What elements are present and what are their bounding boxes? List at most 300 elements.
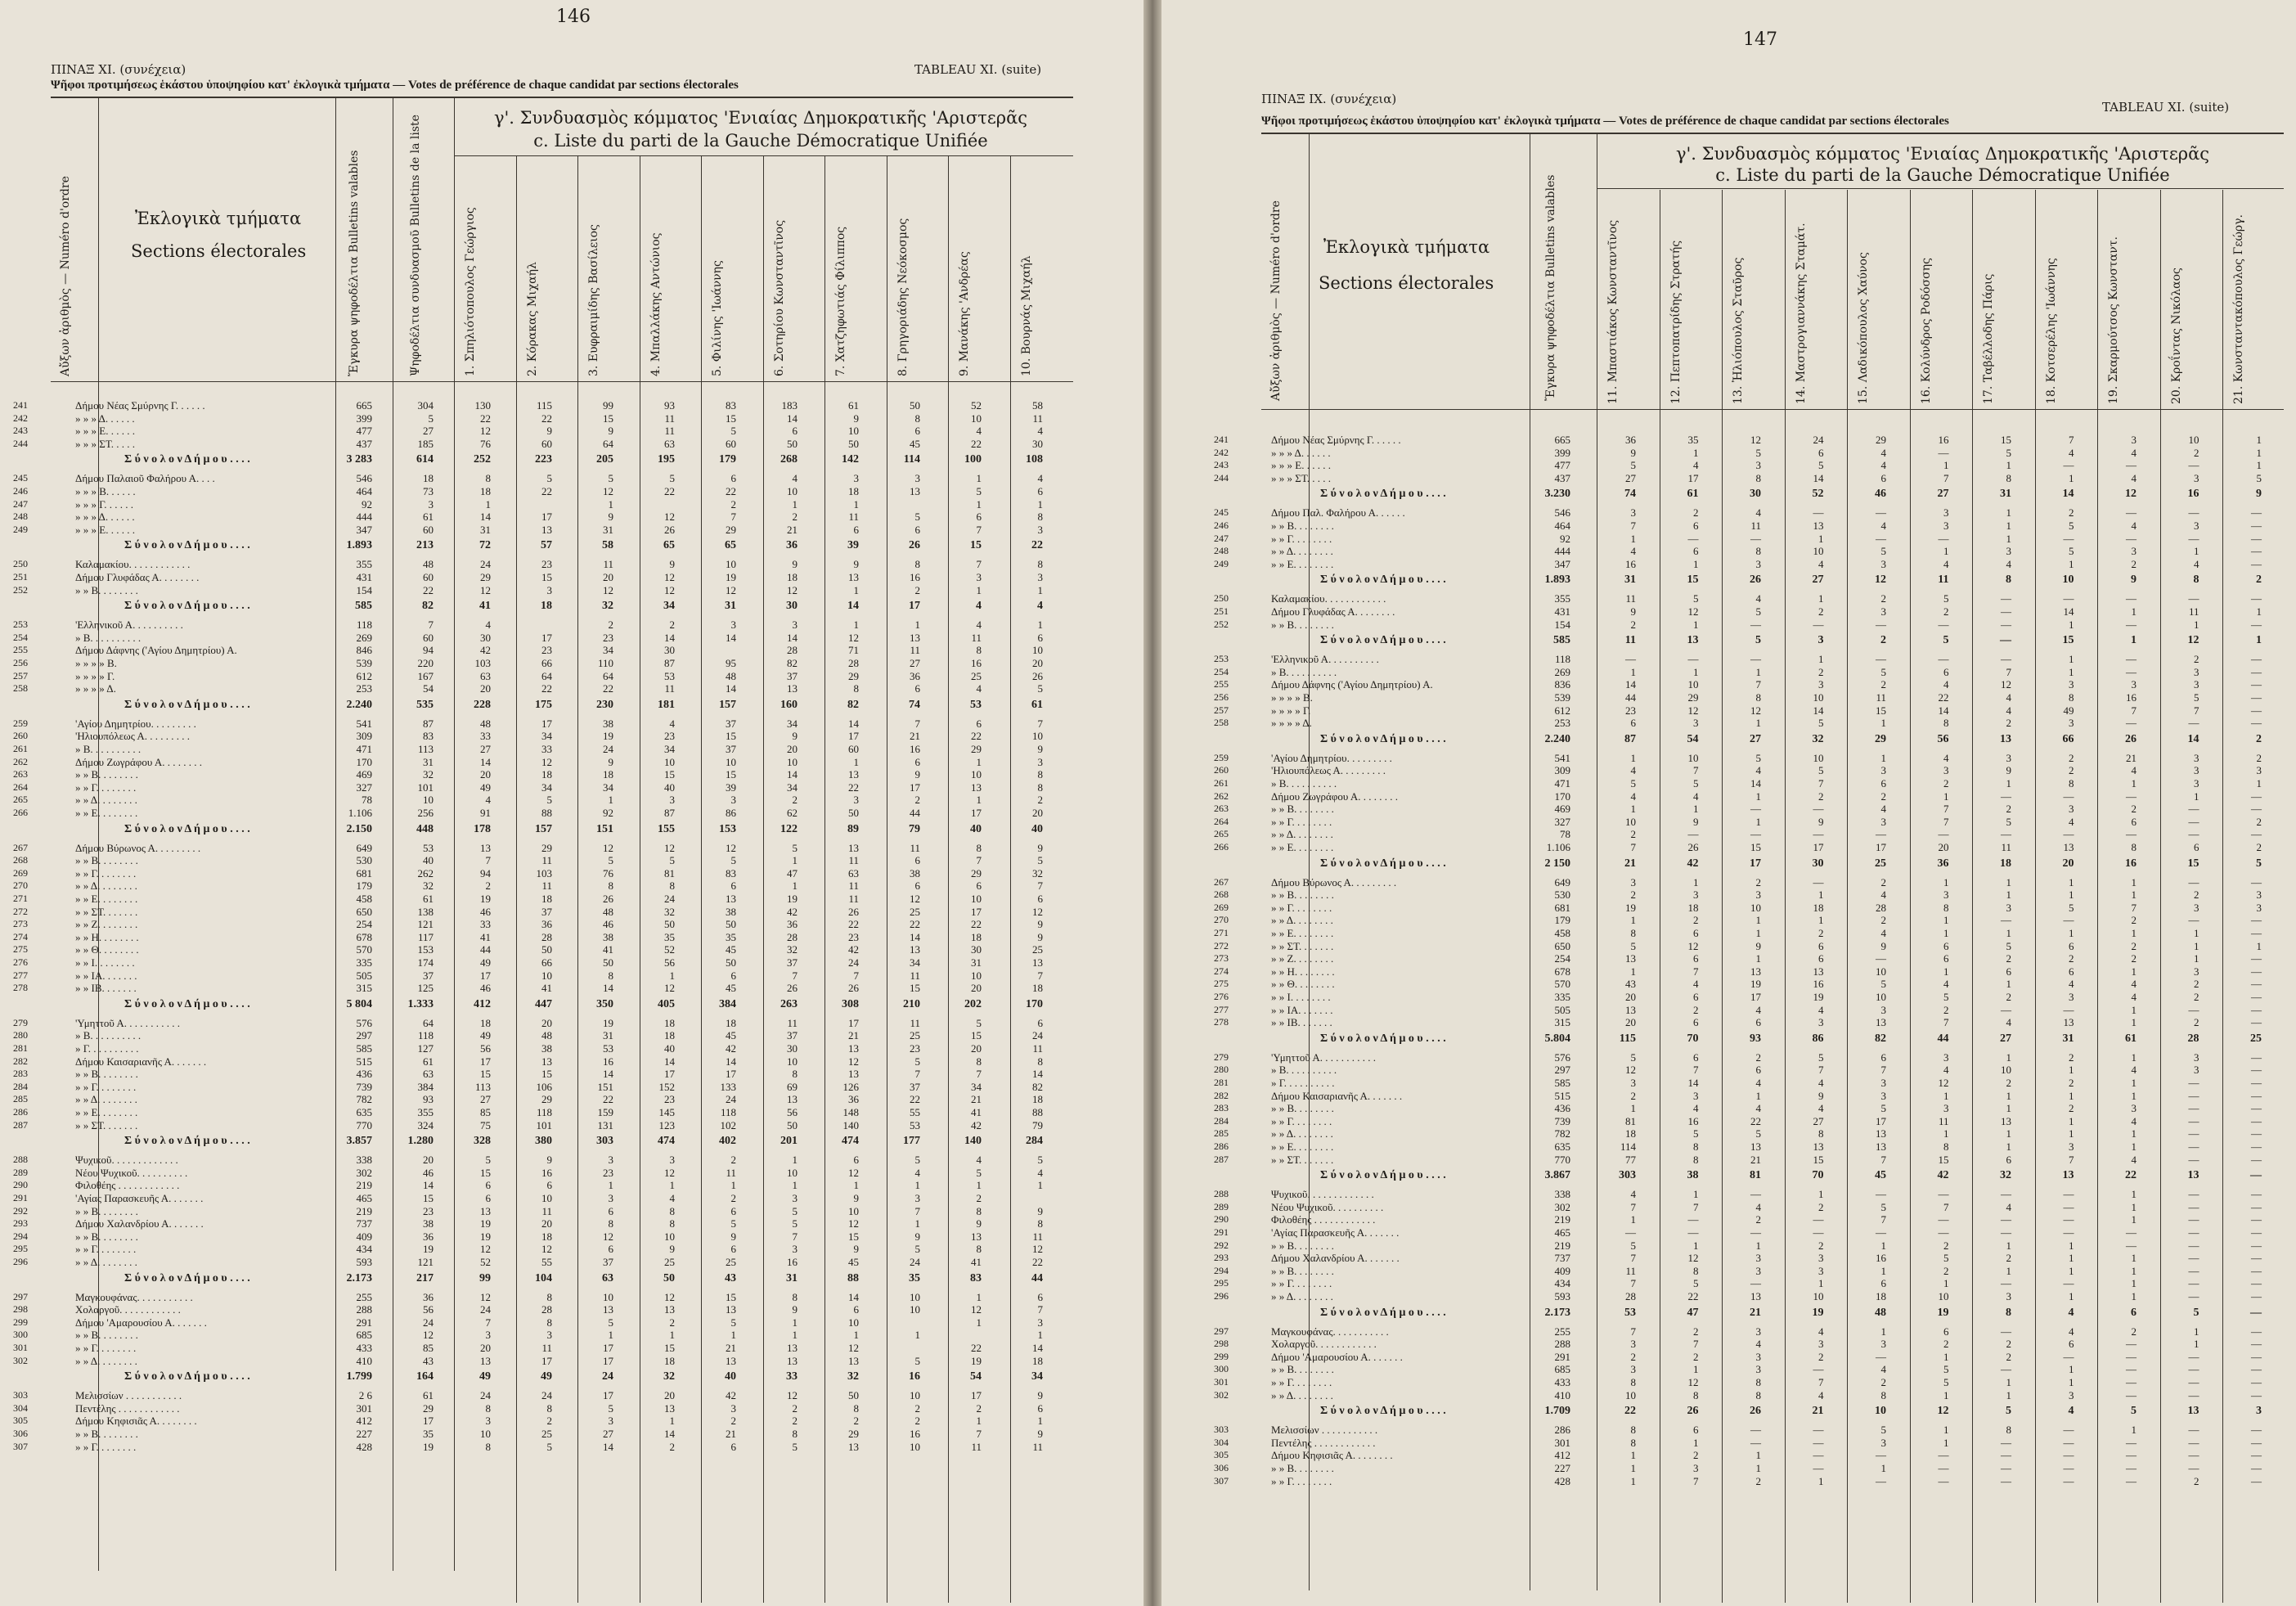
section-name: » » » » Δ.: [75, 682, 116, 695]
section-name: Δήμου Ζωγράφου Α. . . . . . . .: [75, 755, 202, 768]
cell-value: 5: [914, 1154, 920, 1167]
cell-value: 159: [597, 1106, 613, 1118]
cell-value: 88: [847, 1271, 859, 1284]
cell-value: —: [2250, 1169, 2262, 1182]
cell-value: 8: [1037, 1055, 1043, 1068]
cell-value: 1: [2131, 965, 2136, 978]
cell-value: 12: [664, 1166, 675, 1179]
cell-value: 15: [423, 1192, 434, 1204]
table-row: [1161, 952, 2296, 964]
cell-value: 20: [480, 768, 491, 781]
section-name: » » ΣΤ. . . . . . .: [1271, 1153, 1334, 1166]
cell-value: 5: [1943, 1363, 1949, 1376]
cell-value: 17: [726, 1068, 736, 1081]
cell-value: 38: [541, 1042, 552, 1055]
cell-value: 1: [2069, 1064, 2074, 1077]
cell-value: 174: [417, 956, 434, 969]
cell-value: 1.106: [348, 807, 372, 819]
section-name: » » Β. . . . . . . .: [1271, 520, 1334, 532]
cell-value: 13: [1876, 1016, 1886, 1029]
cell-value: 5: [2006, 939, 2011, 952]
section-name: » » Γ. . . . . . . .: [1271, 815, 1332, 828]
cell-value: 10: [1813, 1290, 1824, 1302]
cell-value: 2: [1818, 790, 1824, 803]
row-number: 265: [1214, 828, 1229, 840]
cell-value: 60: [423, 571, 434, 583]
cell-value: 433: [1554, 1376, 1570, 1388]
cell-value: 7: [976, 1428, 982, 1440]
cell-value: 35: [909, 1271, 920, 1284]
cell-value: 315: [1554, 1016, 1570, 1029]
candidate-header: 12. Πεπτοπατρίδης Στρατής: [1669, 240, 1683, 404]
cell-value: 593: [1554, 1290, 1570, 1302]
table-row: [0, 632, 1144, 643]
table-row: [1161, 1389, 2296, 1401]
cell-value: 22: [726, 485, 736, 497]
cell-value: 4: [2069, 978, 2074, 991]
cell-value: 52: [1812, 488, 1824, 501]
cell-value: 12: [1687, 939, 1699, 952]
cell-value: 14: [603, 1440, 613, 1453]
table-subtitle: Ψῆφοι προτιμήσεως ἑκάστου ὑποψηφίου κατ' ἐκλογικὰ τμήματα — Votes de préférence de chaque candidat par sections électorales: [51, 79, 739, 92]
section-name: Μελισσίων . . . . . . . . . . .: [1271, 1424, 1378, 1437]
cell-value: 38: [603, 717, 613, 730]
cell-value: 1: [792, 1316, 798, 1329]
cell-value: 4: [1755, 1102, 1761, 1115]
row-number: 264: [1214, 815, 1229, 827]
cell-value: 10: [971, 893, 982, 905]
cell-value: 4: [2006, 557, 2011, 570]
row-number: 293: [1214, 1252, 1229, 1264]
cell-value: —: [2251, 803, 2262, 816]
cell-value: 3: [2131, 1102, 2136, 1115]
cell-value: 9: [608, 511, 613, 524]
section-name: » » Ε. . . . . . . .: [75, 1106, 138, 1118]
cell-value: 61: [1687, 488, 1699, 501]
cell-value: 3: [1037, 523, 1043, 536]
cell-value: 48: [603, 905, 613, 918]
cell-value: 4: [1755, 764, 1761, 777]
cell-value: —: [1750, 618, 1761, 631]
cell-value: 82: [422, 600, 434, 613]
cell-value: 7: [2069, 1153, 2074, 1166]
cell-value: 11: [664, 412, 675, 425]
cell-value: 8: [1630, 1436, 1636, 1449]
cell-value: 846: [356, 644, 372, 657]
cell-value: 263: [780, 997, 798, 1010]
party-header-fr: c. Liste du parti de la Gauche Démocratique Unifiée: [533, 131, 988, 151]
row-number: 245: [1214, 506, 1229, 519]
cell-value: 3: [976, 571, 982, 583]
cell-value: 12: [848, 1055, 859, 1068]
cell-value: —: [1938, 1188, 1949, 1201]
cell-value: 1: [1037, 1179, 1043, 1192]
cell-value: 7: [976, 523, 982, 536]
table-row: [0, 1068, 1144, 1079]
total-label: Σ ύ ν ο λ ο ν Δ ή μ ο υ . . . .: [124, 997, 250, 1010]
table-row: [0, 879, 1144, 891]
section-name: » » Ι. . . . . . . .: [1271, 991, 1331, 1003]
cell-value: 7: [1630, 1325, 1636, 1338]
cell-value: 1: [2194, 545, 2199, 558]
cell-value: —: [2001, 914, 2011, 927]
cell-value: 2: [2194, 1474, 2199, 1487]
cell-value: 202: [964, 997, 982, 1010]
cell-value: 121: [417, 918, 434, 931]
cell-value: 7: [1755, 678, 1761, 691]
table-row: [1161, 447, 2296, 458]
candidate-header: 6. Σοτηρίου Κωνσταντῖνος: [772, 219, 786, 376]
cell-value: 37: [726, 743, 736, 755]
cell-value: 254: [1554, 952, 1570, 965]
cell-value: 685: [356, 1329, 372, 1342]
cell-value: 3: [608, 1415, 613, 1428]
cell-value: 56: [787, 1106, 798, 1118]
cell-value: 1: [853, 583, 859, 596]
row-number: 248: [1214, 545, 1229, 557]
cell-value: 6: [1880, 471, 1886, 484]
cell-value: 29: [423, 1401, 434, 1415]
cell-value: 2: [1693, 1325, 1699, 1338]
cell-value: —: [2126, 665, 2136, 678]
cell-value: 10: [787, 755, 798, 768]
cell-value: 1: [976, 1290, 982, 1303]
cell-value: 1: [1818, 1188, 1824, 1201]
cell-value: 12: [603, 1230, 613, 1243]
table-row: [0, 781, 1144, 793]
cell-value: 8: [546, 1316, 552, 1329]
cell-value: 18: [787, 571, 798, 583]
table-row: [1161, 764, 2296, 776]
cell-value: 18: [664, 1354, 675, 1367]
row-number: 300: [1214, 1363, 1229, 1375]
section-name: » » » Δ. . . . . .: [75, 511, 135, 524]
cell-value: 58: [1032, 399, 1043, 412]
cell-value: 23: [603, 631, 613, 644]
cell-value: 5: [546, 794, 552, 807]
cell-value: 50: [663, 1271, 675, 1284]
total-label: Σ ύ ν ο λ ο ν Δ ή μ ο υ . . . .: [124, 1271, 250, 1284]
cell-value: 9: [1818, 1089, 1824, 1102]
cell-value: 45: [726, 982, 736, 995]
cell-value: 20: [971, 982, 982, 995]
cell-value: 286: [1554, 1424, 1570, 1437]
cell-value: 3: [2194, 965, 2199, 978]
table-row: [0, 524, 1144, 535]
cell-value: 13: [1687, 634, 1699, 647]
cell-value: 34: [787, 717, 798, 730]
cell-value: 1: [669, 1179, 675, 1192]
cell-value: 5: [730, 854, 736, 867]
row-number: 292: [1214, 1239, 1229, 1251]
cell-value: 7: [1630, 1277, 1636, 1290]
cell-value: —: [2063, 1350, 2074, 1363]
total-row: [1161, 1405, 2296, 1416]
cell-value: —: [1687, 1226, 1699, 1239]
cell-value: 61: [423, 1389, 434, 1402]
cell-value: 27: [1812, 574, 1824, 587]
table-row: [0, 571, 1144, 583]
cell-value: —: [2063, 459, 2074, 472]
cell-value: 5: [1630, 777, 1636, 790]
cell-value: 1: [1818, 532, 1824, 545]
cell-value: 3: [1755, 1325, 1761, 1338]
cell-value: 4: [1880, 803, 1886, 816]
cell-value: 4: [1755, 1338, 1761, 1351]
cell-value: 12: [480, 583, 491, 596]
cell-value: 4: [1880, 520, 1886, 532]
cell-value: 87: [423, 717, 434, 730]
cell-value: 539: [1554, 691, 1570, 704]
cell-value: 412: [1554, 1449, 1570, 1462]
cell-value: 405: [658, 997, 675, 1010]
cell-value: 19: [1750, 978, 1761, 991]
cell-value: 179: [719, 453, 736, 466]
cell-value: 8: [546, 1401, 552, 1415]
cell-value: 10: [787, 485, 798, 497]
cell-value: 1: [853, 1179, 859, 1192]
cell-value: 8: [1037, 768, 1043, 781]
cell-value: 38: [603, 930, 613, 943]
cell-value: 27: [480, 743, 491, 755]
section-name: 'Αγίας Παρασκευῆς Α. . . . . . .: [1271, 1226, 1400, 1239]
cell-value: 10: [848, 1204, 859, 1217]
cell-value: 4: [485, 619, 491, 632]
cell-value: 3: [853, 472, 859, 485]
cell-value: —: [2250, 1306, 2262, 1319]
cell-value: 436: [1554, 1102, 1570, 1115]
table-row: [0, 1316, 1144, 1328]
cell-value: 2: [914, 1401, 920, 1415]
cell-value: 53: [970, 698, 982, 711]
cell-value: 13: [2000, 732, 2011, 745]
cell-value: 6: [1693, 545, 1699, 558]
table-row: [0, 867, 1144, 879]
total-label: Σ ύ ν ο λ ο ν Δ ή μ ο υ . . . .: [124, 600, 250, 613]
cell-value: 1: [853, 1329, 859, 1342]
cell-value: 5: [1880, 978, 1886, 991]
cell-value: 30: [1032, 437, 1043, 450]
cell-value: 13: [971, 1230, 982, 1243]
section-name: » » » » Β.: [75, 657, 117, 669]
cell-value: 8: [1037, 558, 1043, 571]
cell-value: 10: [848, 425, 859, 438]
row-number: 295: [13, 1243, 28, 1255]
cell-value: 15: [664, 768, 675, 781]
cell-value: 1.893: [346, 539, 372, 552]
row-number: 276: [1214, 991, 1229, 1002]
table-row: [1161, 592, 2296, 604]
cell-value: 34: [910, 956, 920, 969]
section-name: » » » » Γ.: [1271, 704, 1311, 717]
cell-value: 6: [2069, 1338, 2074, 1351]
cell-value: 21: [2126, 751, 2136, 764]
row-number: 301: [13, 1342, 28, 1353]
table-row: [0, 558, 1144, 569]
cell-value: —: [1876, 1474, 1886, 1487]
cell-value: 17: [603, 1389, 613, 1402]
cell-value: 42: [1687, 857, 1699, 870]
cell-value: 6: [853, 523, 859, 536]
cell-value: 25: [1032, 943, 1043, 956]
party-header-gr: γ'. Συνδυασμὸς κόμματος 'Ενιαίας Δημοκρατικῆς 'Αριστερᾶς: [1675, 144, 2210, 164]
total-label: Σ ύ ν ο λ ο ν Δ ή μ ο υ . . . .: [1320, 634, 1446, 647]
section-name: » » Γ. . . . . . . .: [75, 1080, 137, 1093]
cell-value: 32: [1812, 732, 1824, 745]
cell-value: 3: [1943, 1050, 1949, 1064]
cell-value: —: [1750, 1436, 1761, 1449]
cell-value: 41: [971, 1106, 982, 1118]
cell-value: 7: [1943, 1200, 1949, 1213]
section-name: » » Β. . . . . . . .: [1271, 1462, 1334, 1474]
cell-value: 5: [1755, 634, 1761, 647]
cell-value: 48: [726, 669, 736, 682]
cell-value: 3: [485, 1415, 491, 1428]
section-name: » » Η. . . . . . . .: [1271, 965, 1335, 978]
row-number: 296: [1214, 1290, 1229, 1302]
cell-value: 4: [1755, 1077, 1761, 1089]
row-number: 290: [1214, 1213, 1229, 1226]
cell-value: 1: [2069, 653, 2074, 666]
table-row: [1161, 717, 2296, 728]
cell-value: —: [1876, 653, 1886, 666]
cell-value: 29: [541, 841, 552, 854]
cell-value: —: [2251, 1226, 2262, 1239]
cell-value: —: [2188, 1462, 2199, 1474]
cell-value: 5: [1880, 545, 1886, 558]
table-row: [1161, 1252, 2296, 1263]
cell-value: 1: [2006, 1089, 2011, 1102]
section-name: Δήμου Χαλανδρίου Α. . . . . . .: [75, 1217, 204, 1230]
cell-value: 4: [1755, 506, 1761, 520]
row-number: 247: [13, 497, 28, 510]
cell-value: 22: [1687, 1290, 1699, 1302]
cell-value: 213: [416, 539, 434, 552]
row-number: 281: [1214, 1077, 1229, 1088]
cell-value: 5: [1943, 592, 1949, 605]
table-row: [0, 472, 1144, 484]
cell-value: 13: [1750, 965, 1761, 978]
cell-value: 13: [971, 781, 982, 794]
cell-value: 5: [792, 1204, 798, 1217]
cell-value: 32: [602, 600, 613, 613]
cell-value: 3: [485, 1329, 491, 1342]
cell-value: 6: [914, 425, 920, 438]
cell-value: 6: [1755, 1016, 1761, 1029]
cell-value: 2: [2194, 888, 2199, 902]
row-number: 282: [13, 1055, 28, 1067]
cell-value: 6: [1880, 777, 1886, 790]
cell-value: 3: [1880, 605, 1886, 618]
cell-value: 1: [1630, 1102, 1636, 1115]
table-row: [1161, 1115, 2296, 1127]
cell-value: 3: [2069, 678, 2074, 691]
cell-value: 782: [1554, 1127, 1570, 1140]
row-number: 258: [13, 682, 28, 695]
table-row: [1161, 1188, 2296, 1199]
cell-value: 26: [787, 982, 798, 995]
row-number: 243: [1214, 459, 1229, 471]
cell-value: 6: [608, 1204, 613, 1217]
cell-value: 297: [356, 1029, 372, 1042]
cell-value: 6: [976, 717, 982, 730]
cell-value: 17: [541, 631, 552, 644]
cell-value: 2: [1943, 1264, 1949, 1277]
cell-value: 635: [1554, 1140, 1570, 1153]
section-name: » » Β. . . . . . . .: [1271, 1102, 1334, 1115]
cell-value: 10: [726, 755, 736, 768]
section-name: » » Γ. . . . . . . .: [1271, 1376, 1332, 1388]
cell-value: 35: [423, 1428, 434, 1440]
cell-value: 14: [1750, 777, 1761, 790]
cell-value: 5: [2256, 857, 2262, 870]
cell-value: 17: [1876, 1114, 1886, 1127]
cell-value: 2: [792, 794, 798, 807]
cell-value: —: [2188, 1388, 2199, 1401]
cell-value: 2: [1755, 1050, 1761, 1064]
cell-value: 18: [2000, 857, 2011, 870]
candidate-header: 20. Κροΐντας Νικόλαος: [2169, 268, 2183, 404]
section-name: » Β. . . . . . . . . .: [75, 631, 142, 644]
section-name: Καλαμακίου. . . . . . . . . . . .: [1271, 592, 1386, 605]
cell-value: 47: [787, 866, 798, 879]
cell-value: 4: [1693, 790, 1699, 803]
cell-value: 1: [1755, 1449, 1761, 1462]
cell-value: 70: [1687, 1032, 1699, 1045]
cell-value: 27: [603, 1428, 613, 1440]
cell-value: 70: [1812, 1169, 1824, 1182]
cell-value: 4: [669, 1192, 675, 1204]
row-number: 273: [1214, 952, 1229, 965]
cell-value: 12: [1687, 1252, 1699, 1265]
cell-value: 1: [1630, 1213, 1636, 1226]
cell-value: 17: [909, 600, 920, 613]
cell-value: 3: [2069, 717, 2074, 730]
cell-value: —: [2251, 506, 2262, 520]
cell-value: 40: [1031, 822, 1043, 835]
cell-value: 42: [848, 943, 859, 956]
cell-value: 5: [485, 1154, 491, 1167]
cell-value: 17: [1750, 991, 1761, 1003]
cell-value: 347: [1554, 557, 1570, 570]
table-row: [0, 1441, 1144, 1452]
cell-value: 3: [2194, 678, 2199, 691]
section-name: » » Ε. . . . . . . .: [1271, 1140, 1334, 1153]
cell-value: 1: [1943, 965, 1949, 978]
cell-value: 14: [480, 755, 491, 768]
cell-value: 3: [2069, 991, 2074, 1003]
cell-value: 18: [1876, 1290, 1886, 1302]
table-row: [1161, 1338, 2296, 1349]
cell-value: 153: [417, 943, 434, 956]
section-name: » » Δ. . . . . . . .: [1271, 1290, 1333, 1302]
cell-value: 6: [1755, 1064, 1761, 1077]
cell-value: 10: [787, 1055, 798, 1068]
cell-value: 9: [1755, 939, 1761, 952]
total-row: [1161, 1169, 2296, 1181]
cell-value: 5: [608, 1316, 613, 1329]
cell-value: —: [2188, 1226, 2199, 1239]
cell-value: 3: [1880, 557, 1886, 570]
cell-value: 739: [1554, 1114, 1570, 1127]
cell-value: 11: [2188, 605, 2199, 618]
table-row: [0, 1081, 1144, 1092]
cell-value: 145: [658, 1106, 675, 1118]
cell-value: 48: [541, 1029, 552, 1042]
cell-value: 13: [910, 631, 920, 644]
cell-value: —: [1876, 1226, 1886, 1239]
section-name: » » Δ. . . . . . . .: [75, 1256, 137, 1268]
